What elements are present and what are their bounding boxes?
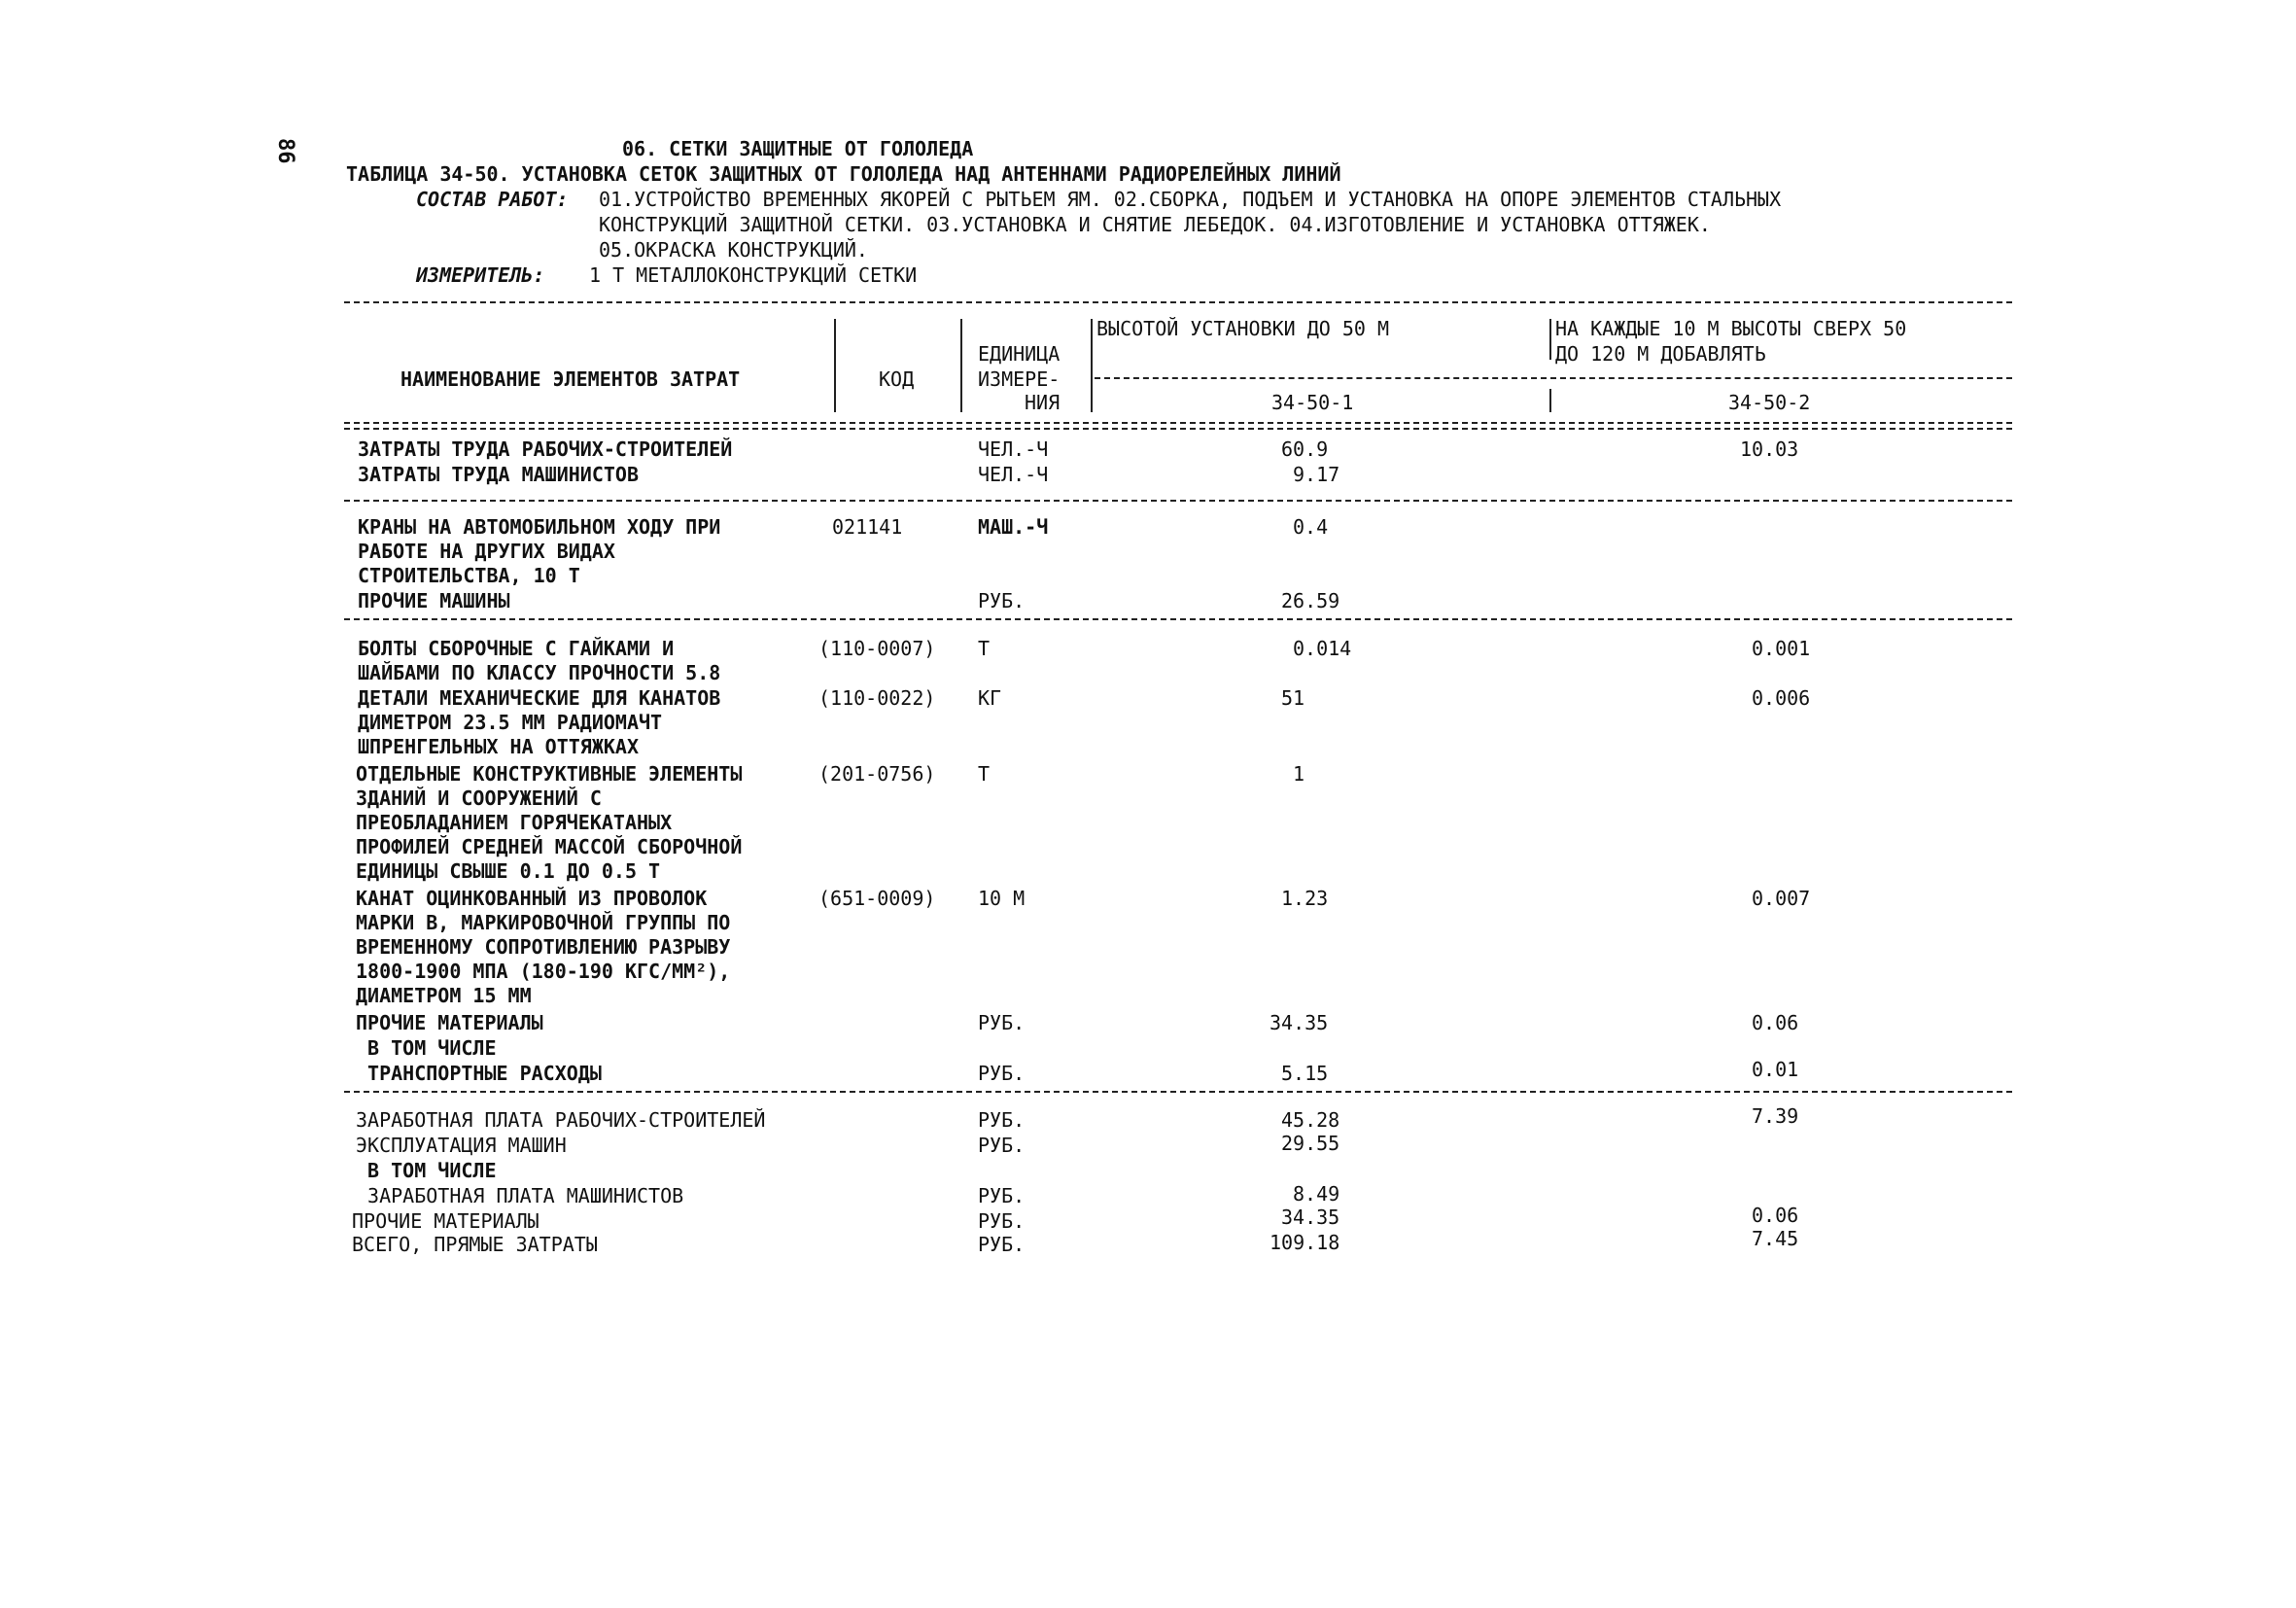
header-bottom-rule (344, 428, 2012, 430)
table-row-value-1: 109.18 (1270, 1231, 1340, 1254)
table-row-unit: ЧЕЛ.-Ч (978, 437, 1049, 461)
table-row-name: ЭКСПЛУАТАЦИЯ МАШИН (356, 1134, 567, 1157)
header-separator (960, 319, 962, 412)
table-row-name: БОЛТЫ СБОРОЧНЫЕ С ГАЙКАМИ И ШАЙБАМИ ПО КЛАССУ ПРОЧНОСТИ 5.8 (358, 637, 721, 684)
table-row-value-1: 0.014 (1293, 637, 1352, 660)
table-row-value-2: 0.006 (1752, 686, 1811, 710)
table-row-value-2: 0.06 (1752, 1011, 1799, 1034)
table-row-value-2: 0.001 (1752, 637, 1811, 660)
table-row-unit: КГ (978, 686, 1002, 710)
table-row-unit: РУБ. (978, 1011, 1026, 1034)
table-row-name: ЗАРАБОТНАЯ ПЛАТА РАБОЧИХ-СТРОИТЕЛЕЙ (356, 1108, 766, 1132)
table-row-value-1: 5.15 (1281, 1062, 1329, 1085)
table-row-unit: РУБ. (978, 1233, 1026, 1256)
table-row-value-2: 0.007 (1752, 887, 1811, 910)
table-row-value-1: 26.59 (1281, 589, 1340, 612)
table-row-value-2: 10.03 (1740, 437, 1799, 461)
table-row-value-1: 34.35 (1270, 1011, 1329, 1034)
header-col1-title: ВЫСОТОЙ УСТАНОВКИ ДО 50 М (1096, 317, 1390, 340)
table-row-unit: 10 М (978, 887, 1026, 910)
table-row-unit: ЧЕЛ.-Ч (978, 463, 1049, 486)
header-col2-code: 34-50-2 (1728, 391, 1811, 414)
page-number: 86 (273, 138, 297, 164)
group-rule (344, 500, 2012, 502)
header-separator (834, 319, 836, 412)
header-top-rule (344, 301, 2012, 303)
table-row-value-2: 0.01 (1752, 1058, 1799, 1081)
table-row-value-1: 9.17 (1293, 463, 1340, 486)
table-row-value-1: 1.23 (1281, 887, 1329, 910)
table-row-name: ЗАТРАТЫ ТРУДА РАБОЧИХ-СТРОИТЕЛЕЙ (358, 437, 733, 461)
header-name: НАИМЕНОВАНИЕ ЭЛЕМЕНТОВ ЗАТРАТ (400, 367, 741, 391)
section-title: 06. СЕТКИ ЗАЩИТНЫЕ ОТ ГОЛОЛЕДА (622, 137, 974, 160)
measure-label: ИЗМЕРИТЕЛЬ: (416, 263, 545, 287)
header-sub-rule (1095, 377, 2012, 379)
work-composition-label: СОСТАВ РАБОТ: (416, 188, 569, 211)
table-row-value-1: 1 (1293, 762, 1305, 786)
header-col2-title-line: НА КАЖДЫЕ 10 М ВЫСОТЫ СВЕРХ 50 (1555, 317, 1907, 340)
table-row-name: ОТДЕЛЬНЫЕ КОНСТРУКТИВНЫЕ ЭЛЕМЕНТЫ ЗДАНИЙ И СООРУЖЕНИЙ С ПРЕОБЛАДАНИЕМ ГОРЯЧЕКАТАНЫХ ПРОФИЛЕЙ СРЕДНЕЙ МАССОЙ СБОРОЧНОЙ ЕДИНИЦЫ СВЫШЕ 0.1 ДО 0.5 Т (356, 762, 743, 883)
table-row-name: ПРОЧИЕ МАШИНЫ (358, 589, 510, 612)
table-row-name: ПРОЧИЕ МАТЕРИАЛЫ (352, 1209, 539, 1233)
measure-value: 1 Т МЕТАЛЛОКОНСТРУКЦИЙ СЕТКИ (589, 263, 918, 287)
work-line-3: 05.ОКРАСКА КОНСТРУКЦИЙ. (599, 238, 868, 262)
header-bottom-rule (344, 422, 2012, 424)
table-row-unit: РУБ. (978, 1062, 1026, 1085)
table-row-name: ЗАРАБОТНАЯ ПЛАТА МАШИНИСТОВ (356, 1184, 684, 1207)
table-row-value-1: 60.9 (1281, 437, 1329, 461)
table-row-unit: РУБ. (978, 1184, 1026, 1207)
work-line-2: КОНСТРУКЦИЙ ЗАЩИТНОЙ СЕТКИ. 03.УСТАНОВКА И СНЯТИЕ ЛЕБЕДОК. 04.ИЗГОТОВЛЕНИЕ И УСТАНОВКА ОТТЯЖЕК. (599, 213, 1711, 236)
header-unit-line: ИЗМЕРЕ- (978, 367, 1061, 391)
table-row-value-1: 0.4 (1293, 515, 1329, 539)
table-title: ТАБЛИЦА 34-50. УСТАНОВКА СЕТОК ЗАЩИТНЫХ ОТ ГОЛОЛЕДА НАД АНТЕННАМИ РАДИОРЕЛЕЙНЫХ ЛИНИЙ (346, 162, 1341, 186)
table-row-value-1: 8.49 (1293, 1182, 1340, 1206)
table-row-value-1: 51 (1281, 686, 1305, 710)
table-row-code: (110-0007) (818, 637, 936, 660)
table-row-unit: РУБ. (978, 1209, 1026, 1233)
table-row-name: ЗАТРАТЫ ТРУДА МАШИНИСТОВ (358, 463, 639, 486)
work-line-1: 01.УСТРОЙСТВО ВРЕМЕННЫХ ЯКОРЕЙ С РЫТЬЕМ ЯМ. 02.СБОРКА, ПОДЪЕМ И УСТАНОВКА НА ОПОРЕ ЭЛЕМЕНТОВ СТАЛЬНЫХ (599, 188, 1782, 211)
table-row-unit: Т (978, 637, 991, 660)
table-row-value-2: 7.39 (1752, 1104, 1799, 1128)
header-col1-code: 34-50-1 (1271, 391, 1354, 414)
table-row-name: В ТОМ ЧИСЛЕ (356, 1036, 497, 1060)
header-separator (1549, 319, 1551, 360)
table-row-unit: РУБ. (978, 589, 1026, 612)
table-row-value-2: 0.06 (1752, 1204, 1799, 1227)
header-unit-line: НИЯ (1025, 391, 1061, 414)
header-separator (1091, 319, 1093, 412)
table-row-code: (201-0756) (818, 762, 936, 786)
table-row-name: ДЕТАЛИ МЕХАНИЧЕСКИЕ ДЛЯ КАНАТОВ ДИМЕТРОМ 23.5 ММ РАДИОМАЧТ ШПРЕНГЕЛЬНЫХ НА ОТТЯЖКАХ (358, 686, 721, 758)
group-rule (344, 1091, 2012, 1093)
table-row-name: КРАНЫ НА АВТОМОБИЛЬНОМ ХОДУ ПРИ РАБОТЕ НА ДРУГИХ ВИДАХ СТРОИТЕЛЬСТВА, 10 Т (358, 515, 721, 587)
table-row-name: ВСЕГО, ПРЯМЫЕ ЗАТРАТЫ (352, 1233, 598, 1256)
table-row-value-1: 45.28 (1281, 1108, 1340, 1132)
table-row-unit: Т (978, 762, 991, 786)
table-row-value-1: 29.55 (1281, 1132, 1340, 1155)
header-unit-line: ЕДИНИЦА (978, 342, 1061, 366)
table-row-unit: РУБ. (978, 1108, 1026, 1132)
header-col2-title-line: ДО 120 М ДОБАВЛЯТЬ (1555, 342, 1766, 366)
table-row-unit: РУБ. (978, 1134, 1026, 1157)
table-row-code: 021141 (832, 515, 903, 539)
table-row-name: В ТОМ ЧИСЛЕ (356, 1159, 497, 1182)
header-separator (1549, 389, 1551, 412)
table-row-code: (110-0022) (818, 686, 936, 710)
table-row-unit: МАШ.-Ч (978, 515, 1049, 539)
table-row-value-2: 7.45 (1752, 1227, 1799, 1250)
table-row-name: ПРОЧИЕ МАТЕРИАЛЫ (356, 1011, 543, 1034)
group-rule (344, 618, 2012, 620)
table-row-code: (651-0009) (818, 887, 936, 910)
table-row-value-1: 34.35 (1281, 1206, 1340, 1229)
table-row-name: ТРАНСПОРТНЫЕ РАСХОДЫ (356, 1062, 602, 1085)
header-code: КОД (879, 367, 915, 391)
table-row-name: КАНАТ ОЦИНКОВАННЫЙ ИЗ ПРОВОЛОК МАРКИ В, МАРКИРОВОЧНОЙ ГРУППЫ ПО ВРЕМЕННОМУ СОПРОТИВЛЕНИЮ РАЗРЫВУ 1800-1900 МПА (180-190 КГС/ММ²), ДИАМЕТРОМ 15 ММ (356, 887, 731, 1007)
